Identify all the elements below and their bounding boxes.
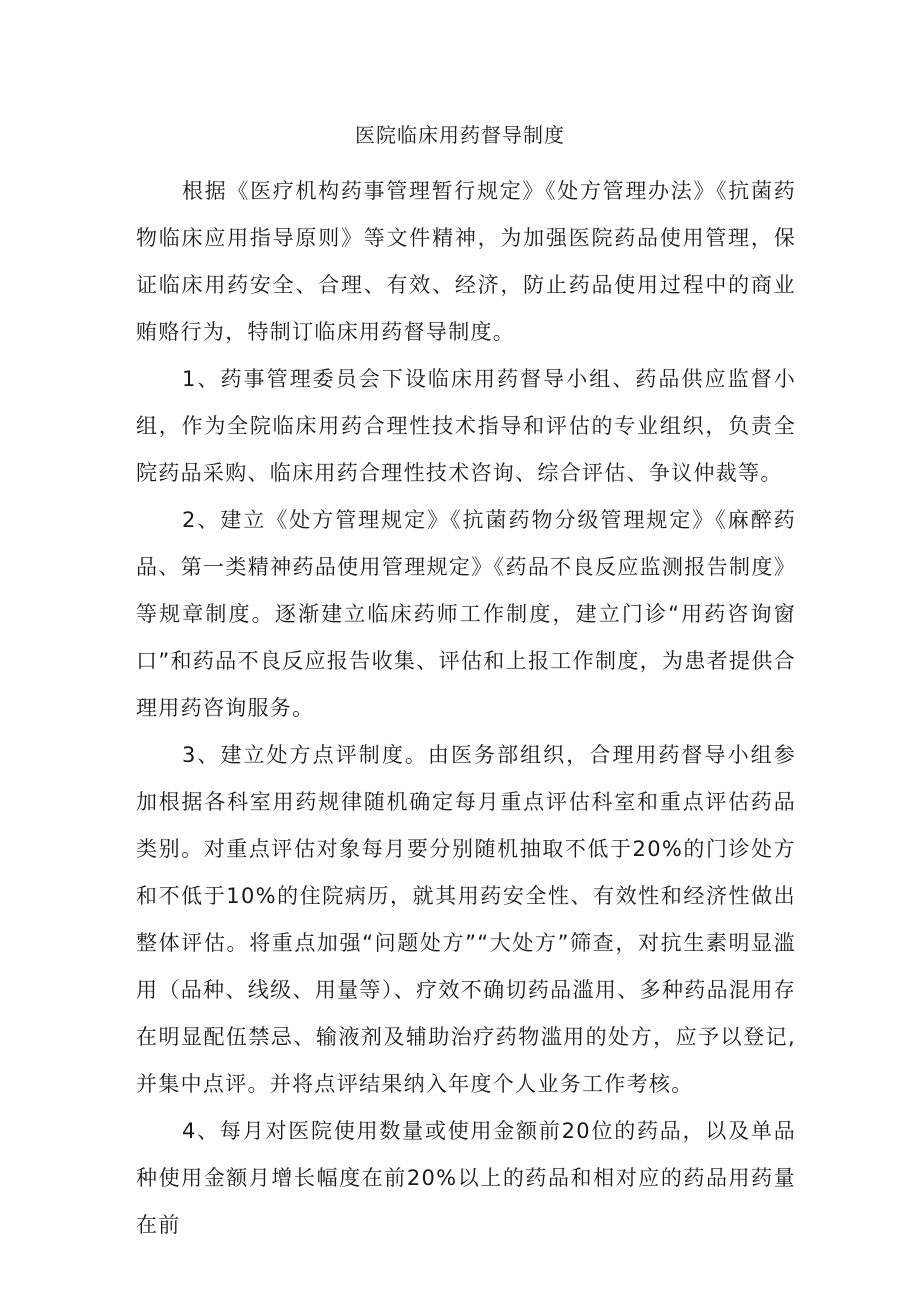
document-title: 医院临床用药督导制度 xyxy=(355,123,565,147)
document-body xyxy=(136,168,796,1249)
paragraph-intro: 根据《医疗机构药事管理暂行规定》《处方管理办法》《抗菌药物临床应用指导原则》等文件精神，为加强医院药品使用管理，保证临床用药安全、合理、有效、经济，防止药品使用过程中的商业贿赂行为，特制订临床用药督导制度。 xyxy=(136,179,796,344)
paragraph-item-2: 2、建立《处方管理规定》《抗菌药物分级管理规定》《麻醉药品、第一类精神药品使用管理规定》《药品不良反应监测报告制度》等规章制度。逐渐建立临床药师工作制度，建立门诊“用药咨询窗口”和药品不良反应报告收集、评估和上报工作制度，为患者提供合理用药咨询服务。 xyxy=(136,508,796,720)
paragraph-item-1: 1、药事管理委员会下设临床用药督导小组、药品供应监督小组，作为全院临床用药合理性技术指导和评估的专业组织，负责全院药品采购、临床用药合理性技术咨询、综合评估、争议仲裁等。 xyxy=(136,367,796,485)
paragraph-item-4: 4、每月对医院使用数量或使用金额前20位的药品，以及单品种使用金额月增长幅度在前20%以上的药品和相对应的药品用药量在前 xyxy=(136,1119,796,1237)
paragraph-item-3: 3、建立处方点评制度。由医务部组织，合理用药督导小组参加根据各科室用药规律随机确定每月重点评估科室和重点评估药品类别。对重点评估对象每月要分别随机抽取不低于20%的门诊处方和不低于10%的住院病历，就其用药安全性、有效性和经济性做出整体评估。将重点加强“问题处方”“大处方”筛查，对抗生素明显滥用（品种、线级、用量等）、疗效不确切药品滥用、多种药品混用存在明显配伍禁忌、输液剂及辅助治疗药物滥用的处方，应予以登记,并集中点评。并将点评结果纳入年度个人业务工作考核。 xyxy=(136,743,796,1096)
